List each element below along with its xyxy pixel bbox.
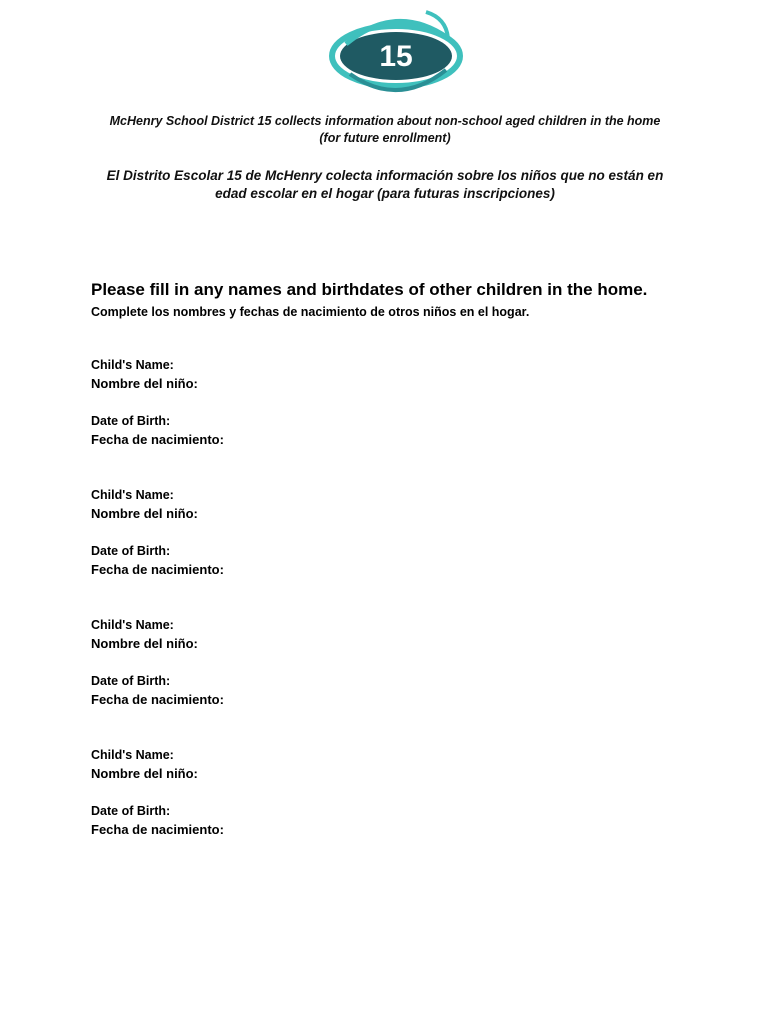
fecha-label: Fecha de nacimiento:	[91, 432, 224, 447]
intro-english-line-1: McHenry School District 15 collects information about non-school aged children in the home	[109, 114, 661, 128]
child-name-label: Child's Name:	[91, 618, 174, 632]
child-name-label: Child's Name:	[91, 488, 174, 502]
logo-number: 15	[379, 40, 413, 73]
intro-spanish	[0, 167, 770, 203]
nombre-label: Nombre del niño:	[91, 766, 198, 781]
intro-english-line-2: (for future enrollment)	[319, 131, 451, 145]
child-entry	[91, 488, 691, 588]
district-15-logo	[328, 8, 464, 100]
page-subheading: Complete los nombres y fechas de nacimiento de otros niños en el hogar.	[91, 305, 530, 319]
child-name-input[interactable]	[216, 764, 636, 782]
nombre-label: Nombre del niño:	[91, 376, 198, 391]
intro-english	[0, 113, 770, 147]
child-name-label: Child's Name:	[91, 748, 174, 762]
date-of-birth-input[interactable]	[241, 560, 541, 578]
date-of-birth-label: Date of Birth:	[91, 674, 171, 688]
child-name-label: Child's Name:	[91, 358, 174, 372]
fecha-label: Fecha de nacimiento:	[91, 562, 224, 577]
child-entry	[91, 748, 691, 848]
date-of-birth-input[interactable]	[241, 690, 541, 708]
date-of-birth-input[interactable]	[241, 820, 541, 838]
date-of-birth-input[interactable]	[241, 430, 541, 448]
intro-spanish-line-1: El Distrito Escolar 15 de McHenry colecta información sobre los niños que no están en	[106, 168, 664, 183]
child-entry	[91, 618, 691, 718]
fecha-label: Fecha de nacimiento:	[91, 692, 224, 707]
page-heading: Please fill in any names and birthdates of other children in the home.	[91, 280, 648, 299]
intro-spanish-line-2: edad escolar en el hogar (para futuras inscripciones)	[215, 186, 555, 201]
nombre-label: Nombre del niño:	[91, 636, 198, 651]
date-of-birth-label: Date of Birth:	[91, 544, 171, 558]
date-of-birth-label: Date of Birth:	[91, 414, 171, 428]
child-name-input[interactable]	[216, 504, 636, 522]
child-entry	[91, 358, 691, 458]
date-of-birth-label: Date of Birth:	[91, 804, 171, 818]
nombre-label: Nombre del niño:	[91, 506, 198, 521]
child-name-input[interactable]	[216, 374, 636, 392]
fecha-label: Fecha de nacimiento:	[91, 822, 224, 837]
child-name-input[interactable]	[216, 634, 636, 652]
